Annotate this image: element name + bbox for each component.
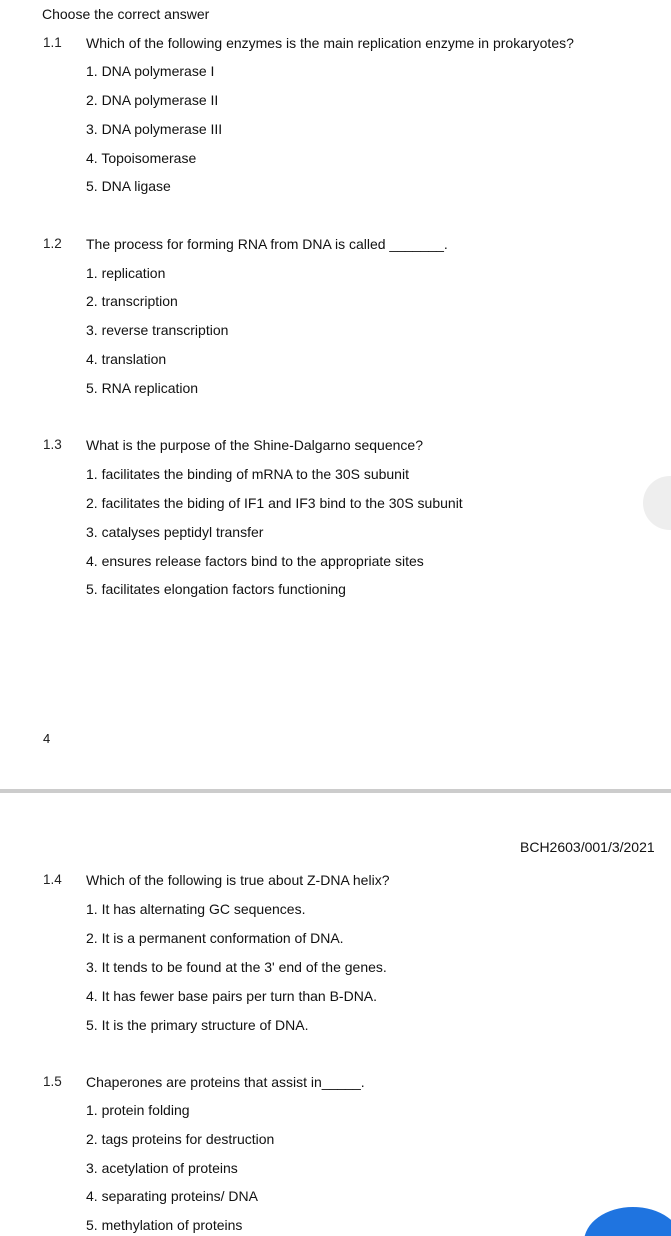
- option: 1. replication: [86, 265, 166, 281]
- page-number: 4: [43, 731, 51, 746]
- option: 4. separating proteins/ DNA: [86, 1188, 258, 1204]
- option: 2. tags proteins for destruction: [86, 1131, 275, 1147]
- question-number: 1.4: [43, 872, 62, 887]
- option: 2. transcription: [86, 293, 178, 309]
- option: 5. DNA ligase: [86, 178, 171, 194]
- option: 4. Topoisomerase: [86, 150, 197, 166]
- question-number: 1.5: [43, 1074, 62, 1089]
- option: 4. ensures release factors bind to the appropriate sites: [86, 553, 424, 569]
- option: 5. facilitates elongation factors functioning: [86, 581, 346, 597]
- document-code: BCH2603/001/3/2021: [520, 839, 655, 855]
- floating-action-button[interactable]: [584, 1207, 671, 1236]
- option: 1. facilitates the binding of mRNA to the 30S subunit: [86, 466, 409, 482]
- option: 2. facilitates the biding of IF1 and IF3 bind to the 30S subunit: [86, 495, 463, 511]
- side-scroll-tab[interactable]: [643, 476, 671, 530]
- option: 4. It has fewer base pairs per turn than B-DNA.: [86, 988, 378, 1004]
- option: 1. DNA polymerase I: [86, 63, 215, 79]
- option: 2. DNA polymerase II: [86, 92, 219, 108]
- question-text: Chaperones are proteins that assist in_____.: [86, 1074, 365, 1090]
- option: 3. DNA polymerase III: [86, 121, 223, 137]
- option: 3. catalyses peptidyl transfer: [86, 524, 264, 540]
- question-number: 1.2: [43, 236, 62, 251]
- option: 3. reverse transcription: [86, 322, 229, 338]
- page-divider: [0, 789, 671, 793]
- question-text: What is the purpose of the Shine-Dalgarno sequence?: [86, 437, 423, 453]
- question-text: The process for forming RNA from DNA is called _______.: [86, 236, 448, 252]
- question-text: Which of the following enzymes is the main replication enzyme in prokaryotes?: [86, 35, 574, 51]
- instruction-text: Choose the correct answer: [42, 6, 210, 22]
- question-text: Which of the following is true about Z-DNA helix?: [86, 872, 390, 888]
- question-number: 1.1: [43, 35, 62, 50]
- option: 3. It tends to be found at the 3' end of the genes.: [86, 959, 387, 975]
- option: 5. RNA replication: [86, 380, 199, 396]
- option: 4. translation: [86, 351, 167, 367]
- question-number: 1.3: [43, 437, 62, 452]
- option: 5. methylation of proteins: [86, 1217, 243, 1233]
- option: 1. protein folding: [86, 1102, 190, 1118]
- option: 3. acetylation of proteins: [86, 1160, 238, 1176]
- option: 2. It is a permanent conformation of DNA.: [86, 930, 344, 946]
- option: 5. It is the primary structure of DNA.: [86, 1017, 309, 1033]
- option: 1. It has alternating GC sequences.: [86, 901, 306, 917]
